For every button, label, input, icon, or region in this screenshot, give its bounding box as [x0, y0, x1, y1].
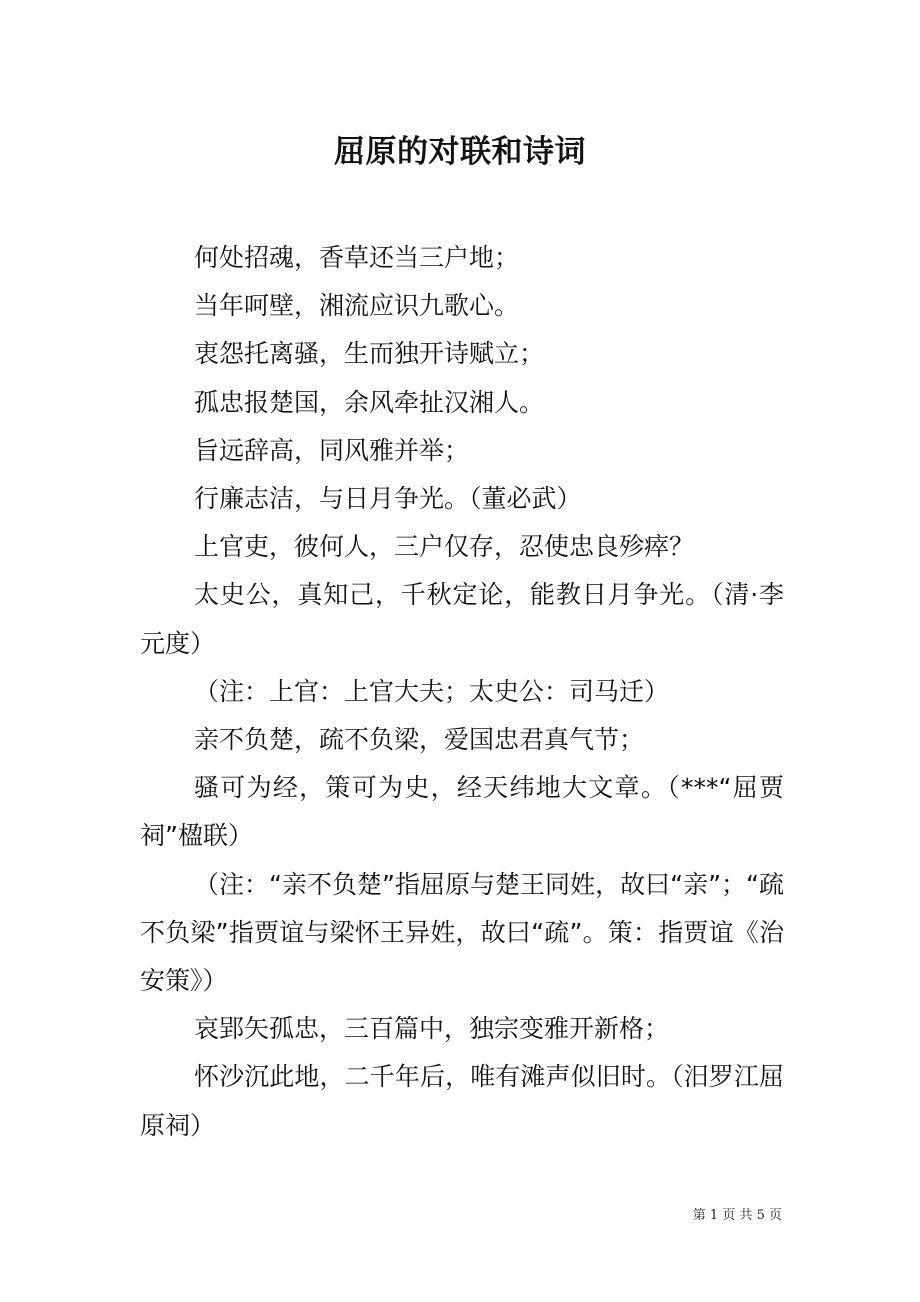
- paragraph: 行廉志洁，与日月争光。（董必武）: [194, 484, 582, 514]
- paragraph: 上官吏，彼何人，三户仅存，忍使忠良殄瘁？: [194, 532, 695, 562]
- paragraph: 当年呵壁，湘流应识九歌心。: [194, 291, 520, 321]
- paragraph: 太史公，真知己，千秋定论，能教日月争光。（清·李元度）: [140, 580, 784, 658]
- paragraph: 骚可为经，策可为史，经天纬地大文章。（***“屈贾祠”楹联）: [140, 773, 784, 851]
- paragraph: 怀沙沉此地，二千年后，唯有滩声似旧时。（汨罗江屈原祠）: [140, 1062, 784, 1140]
- paragraph: （注：“亲不负楚”指屈原与楚王同姓，故曰“亲”；“疏不负梁”指贾谊与梁怀王异姓，故曰“疏”。策：指贾谊《治安策》）: [140, 869, 784, 996]
- document-body: [140, 234, 784, 1150]
- paragraph: 衷怨托离骚，生而独开诗赋立；: [194, 339, 545, 369]
- document-title: 屈原的对联和诗词: [334, 134, 586, 170]
- page-footer: 第 1 页 共 5 页: [692, 1208, 782, 1223]
- paragraph: 旨远辞高，同风雅并举；: [194, 435, 470, 465]
- paragraph: 哀郢矢孤忠，三百篇中，独宗变雅开新格；: [194, 1014, 670, 1044]
- paragraph: 何处招魂，香草还当三户地；: [194, 243, 520, 272]
- paragraph: （注：上官：上官大夫；太史公：司马迁）: [194, 676, 670, 706]
- paragraph: 孤忠报楚国，余风牵扯汉湘人。: [194, 387, 545, 417]
- paragraph: 亲不负楚，疏不负梁，爱国忠君真气节；: [194, 725, 645, 755]
